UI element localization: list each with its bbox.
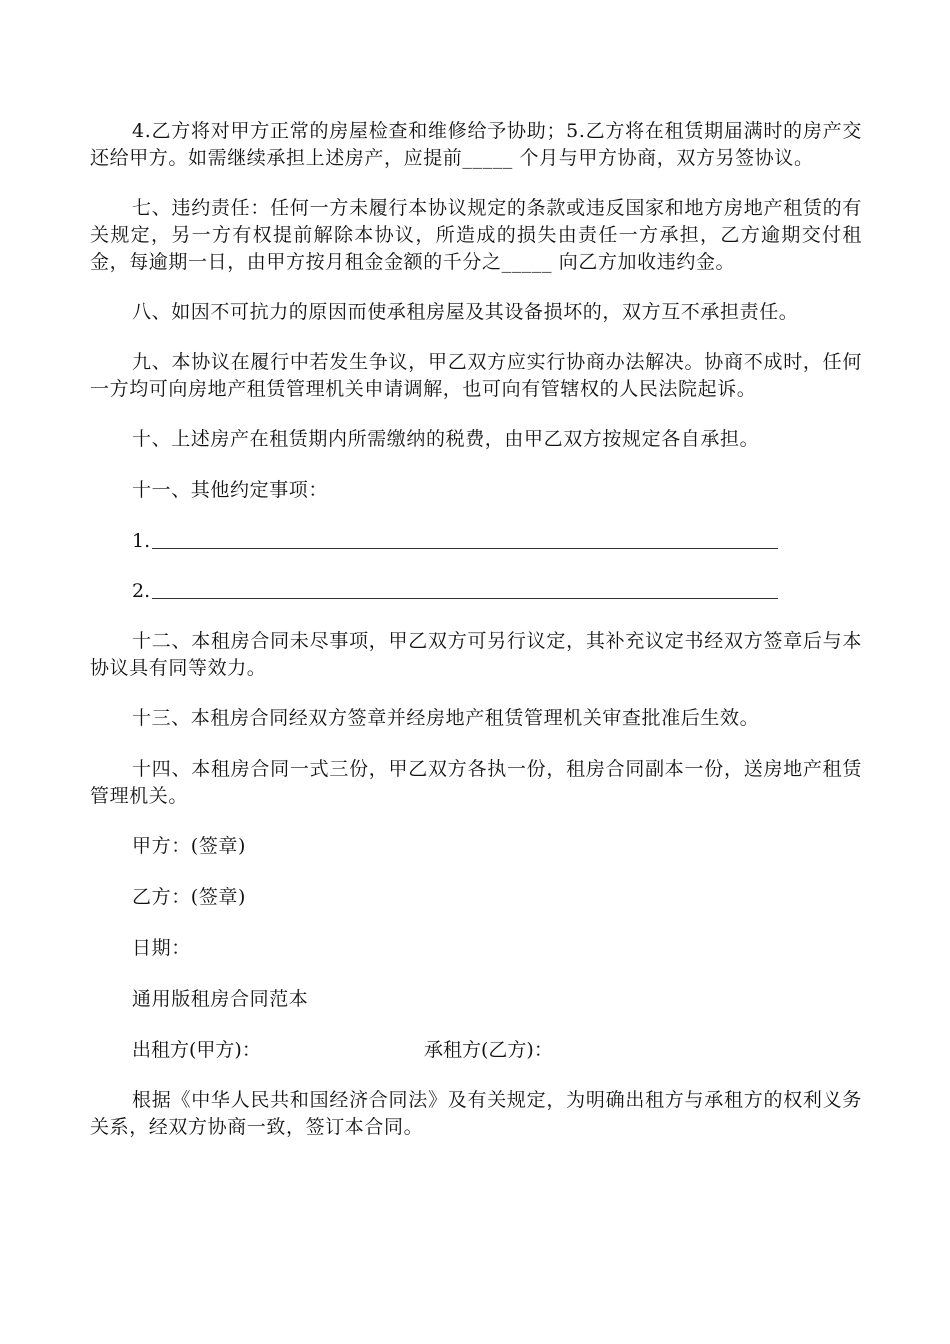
other-item-2-blank-line[interactable] [152, 597, 778, 599]
document-page [90, 118, 862, 1164]
lessor-label: 出租方(甲方)： [132, 1039, 261, 1061]
clause-9-disputes: 九、本协议在履行中若发生争议，甲乙双方应实行协商办法解决。协商不成时，任何一方均可向房地产租赁管理机关申请调解，也可向有管辖权的人民法院起诉。 [90, 351, 862, 400]
signature-party-b: 乙方：(签章) [132, 886, 247, 908]
clause-13-effective: 十三、本租房合同经双方签章并经房地产租赁管理机关审查批准后生效。 [132, 707, 760, 729]
clause-7-breach: 七、违约责任：任何一方未履行本协议规定的条款或违反国家和地方房地产租赁的有关规定，另一方有权提前解除本协议，所造成的损失由责任一方承担，乙方逾期交付租金，每逾期一日，由甲方按月租金金额的千分之_____ 向乙方加收违约金。 [90, 197, 862, 273]
lessee-label: 承租方(乙方)： [424, 1039, 553, 1061]
clause-12-supplement: 十二、本租房合同未尽事项，甲乙双方可另行议定，其补充议定书经双方签章后与本协议具有同等效力。 [90, 630, 862, 679]
other-item-2-number: 2. [132, 580, 151, 602]
other-item-1-number: 1. [132, 530, 151, 552]
other-item-1-blank-line[interactable] [152, 547, 778, 549]
other-item-1 [90, 528, 862, 555]
signature-party-a: 甲方：(签章) [132, 835, 247, 857]
parties-row [90, 1037, 862, 1064]
second-contract-title: 通用版租房合同范本 [132, 988, 309, 1010]
other-item-2 [90, 578, 862, 605]
clause-8-force-majeure: 八、如因不可抗力的原因而使承租房屋及其设备损坏的，双方互不承担责任。 [132, 301, 799, 323]
signature-date: 日期： [132, 937, 191, 959]
clause-6-items-4-5: 4.乙方将对甲方正常的房屋检查和维修给予协助；5.乙方将在租赁期届满时的房产交还给甲方。如需继续承担上述房产，应提前_____ 个月与甲方协商，双方另签协议。 [90, 120, 862, 169]
contract-preamble: 根据《中华人民共和国经济合同法》及有关规定，为明确出租方与承租方的权利义务关系，经双方协商一致，签订本合同。 [90, 1089, 862, 1138]
clause-14-copies: 十四、本租房合同一式三份，甲乙双方各执一份，租房合同副本一份，送房地产租赁管理机关。 [90, 758, 862, 807]
clause-10-taxes: 十、上述房产在租赁期内所需缴纳的税费，由甲乙双方按规定各自承担。 [132, 428, 760, 450]
clause-11-other: 十一、其他约定事项： [132, 479, 329, 501]
